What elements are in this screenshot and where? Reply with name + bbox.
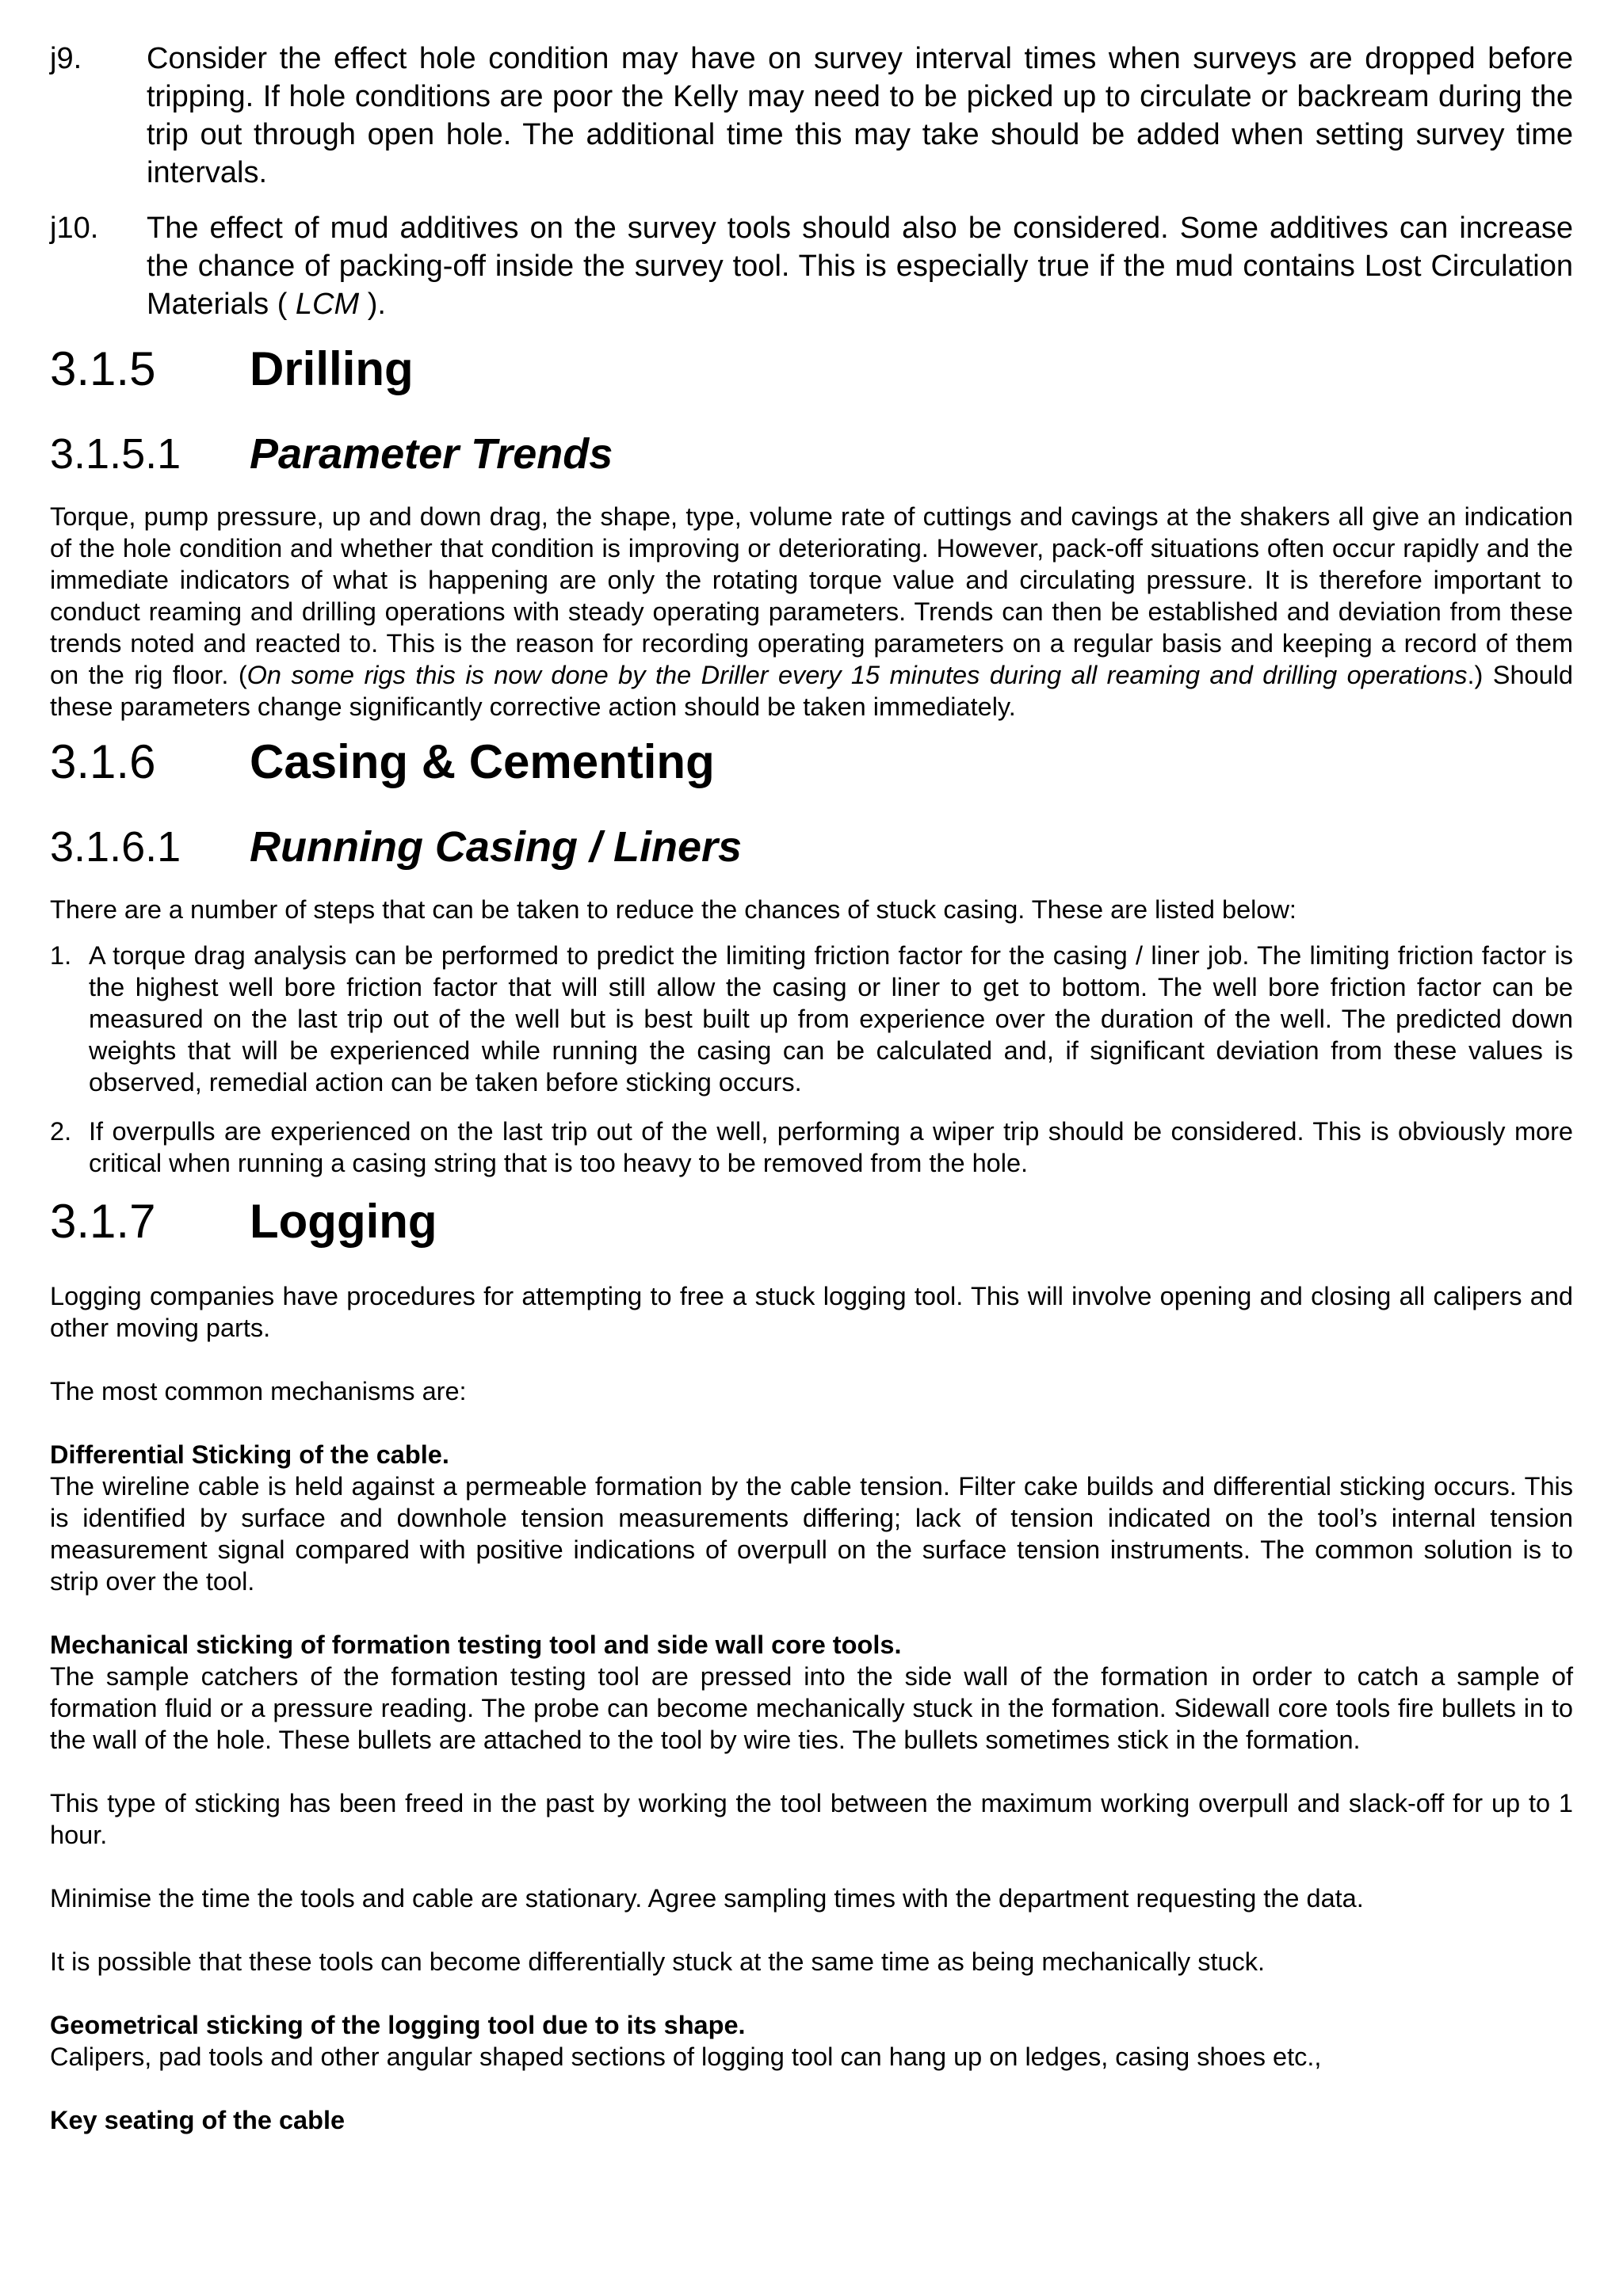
casing-intro-paragraph: There are a number of steps that can be taken to reduce the chances of stuck casing. These are listed below: [50, 895, 1296, 924]
list-text: Consider the effect hole condition may have on survey interval times when surveys are dropped before tripping. If hole conditions are poor the Kelly may need to be picked up to circulate or backream during the trip out through open hole. The additional time this may take should be added when setting survey time intervals. [147, 42, 1573, 189]
list-item-j10 [50, 209, 1573, 323]
subsection-number: 3.1.6.1 [50, 823, 181, 871]
section-heading-drilling [50, 341, 1573, 398]
subsection-heading-parameter-trends [50, 428, 1573, 480]
geometrical-sticking-heading: Geometrical sticking of the logging tool due to its shape. [50, 2011, 746, 2039]
section-number: 3.1.5 [50, 342, 156, 395]
mechanisms-intro: The most common mechanisms are: [50, 1377, 467, 1405]
freed-paragraph: This type of sticking has been freed in the past by working the tool between the maximum working overpull and slack-off for up to 1 hour. [50, 1789, 1573, 1849]
possible-paragraph: It is possible that these tools can become differentially stuck at the same time as being mechanically stuck. [50, 1947, 1266, 1976]
list-item [50, 940, 1573, 1098]
list-number: j9. [50, 42, 82, 75]
section-title: Drilling [250, 342, 414, 395]
minimise-paragraph: Minimise the time the tools and cable are stationary. Agree sampling times with the department requesting the data. [50, 1884, 1364, 1913]
document-page [50, 40, 1573, 2136]
section-heading-casing [50, 734, 1573, 791]
list-text-part: ). [359, 288, 386, 321]
subsection-number: 3.1.5.1 [50, 430, 181, 478]
key-seating-heading: Key seating of the cable [50, 2106, 346, 2134]
geometrical-sticking-paragraph: Calipers, pad tools and other angular shaped sections of logging tool can hang up on ledges, casing shoes etc., [50, 2042, 1322, 2071]
differential-sticking-paragraph: The wireline cable is held against a permeable formation by the cable tension. Filter cake builds and differential sticking occurs. This is identified by surface and downhole tension measurements differing; lack of tension indicated on the tool’s internal tension measurement signal compared with positive indications of overpull on the surface tension instruments. The common solution is to strip over the tool. [50, 1472, 1573, 1596]
list-item-j9 [50, 40, 1573, 192]
subsection-title: Running Casing / Liners [250, 823, 743, 871]
section-title: Casing & Cementing [250, 735, 715, 788]
list-number: 1. [50, 941, 72, 970]
list-item [50, 1116, 1573, 1179]
section-heading-logging [50, 1193, 1573, 1250]
logging-intro-paragraph: Logging companies have procedures for attempting to free a stuck logging tool. This will involve opening and closing all calipers and other moving parts. [50, 1282, 1573, 1342]
paragraph-italic-note: On some rigs this is now done by the Driller every 15 minutes during all reaming and drilling operations [246, 661, 1468, 689]
list-number: j10. [50, 212, 99, 245]
list-text [147, 209, 1573, 323]
paragraph-text: Torque, pump pressure, up and down drag, the shape, type, volume rate of cuttings and cavings at the shakers all give an indication of the hole condition and whether that condition is improving or deteriorating. However, pack-off situations often occur rapidly and the immediate indicators of what is happening are only the rotating torque value and circulating pressure. It is therefore important to conduct reaming and drilling operations with steady operating parameters. Trends can then be established and deviation from these trends noted and reacted to. This is the reason for recording operating parameters on a regular basis and keeping a record of them on the rig floor. ( [50, 502, 1573, 689]
subsection-heading-running-casing [50, 821, 1573, 873]
mechanical-sticking-paragraph: The sample catchers of the formation testing tool are pressed into the side wall of the formation in order to catch a sample of formation fluid or a pressure reading. The probe can become mechanically stuck in the formation. Sidewall core tools fire bullets in to the wall of the hole. These bullets are attached to the tool by wire ties. The bullets sometimes stick in the formation. [50, 1662, 1573, 1754]
section-number: 3.1.7 [50, 1195, 156, 1248]
parameter-trends-paragraph [50, 501, 1573, 723]
section-number: 3.1.6 [50, 735, 156, 788]
subsection-title: Parameter Trends [250, 430, 613, 478]
mechanical-sticking-heading: Mechanical sticking of formation testing tool and side wall core tools. [50, 1630, 902, 1659]
differential-sticking-heading: Differential Sticking of the cable. [50, 1440, 449, 1469]
list-number: 2. [50, 1117, 72, 1146]
list-text: A torque drag analysis can be performed to predict the limiting friction factor for the casing / liner job. The limiting friction factor is the highest well bore friction factor that will still allow the casing or liner to get to bottom. The well bore friction factor can be measured on the last trip out of the well but is best built up from experience over the duration of the well. The predicted down weights that will be experienced while running the casing can be calculated and, if significant deviation from these values is observed, remedial action can be taken before sticking occurs. [89, 941, 1573, 1097]
lcm-abbreviation: LCM [295, 288, 360, 321]
list-text-part: The effect of mud additives on the survey tools should also be considered. Some additives can increase the chance of packing-off inside the survey tool. This is especially true if the mud contains Lost Circulation Materials ( [147, 212, 1573, 321]
list-text: If overpulls are experienced on the last trip out of the well, performing a wiper trip should be considered. This is obviously more critical when running a casing string that is too heavy to be removed from the hole. [89, 1117, 1573, 1177]
section-title: Logging [250, 1195, 437, 1248]
paragraph-text: .) Should these parameters change significantly corrective action should be taken immediately. [50, 661, 1573, 721]
